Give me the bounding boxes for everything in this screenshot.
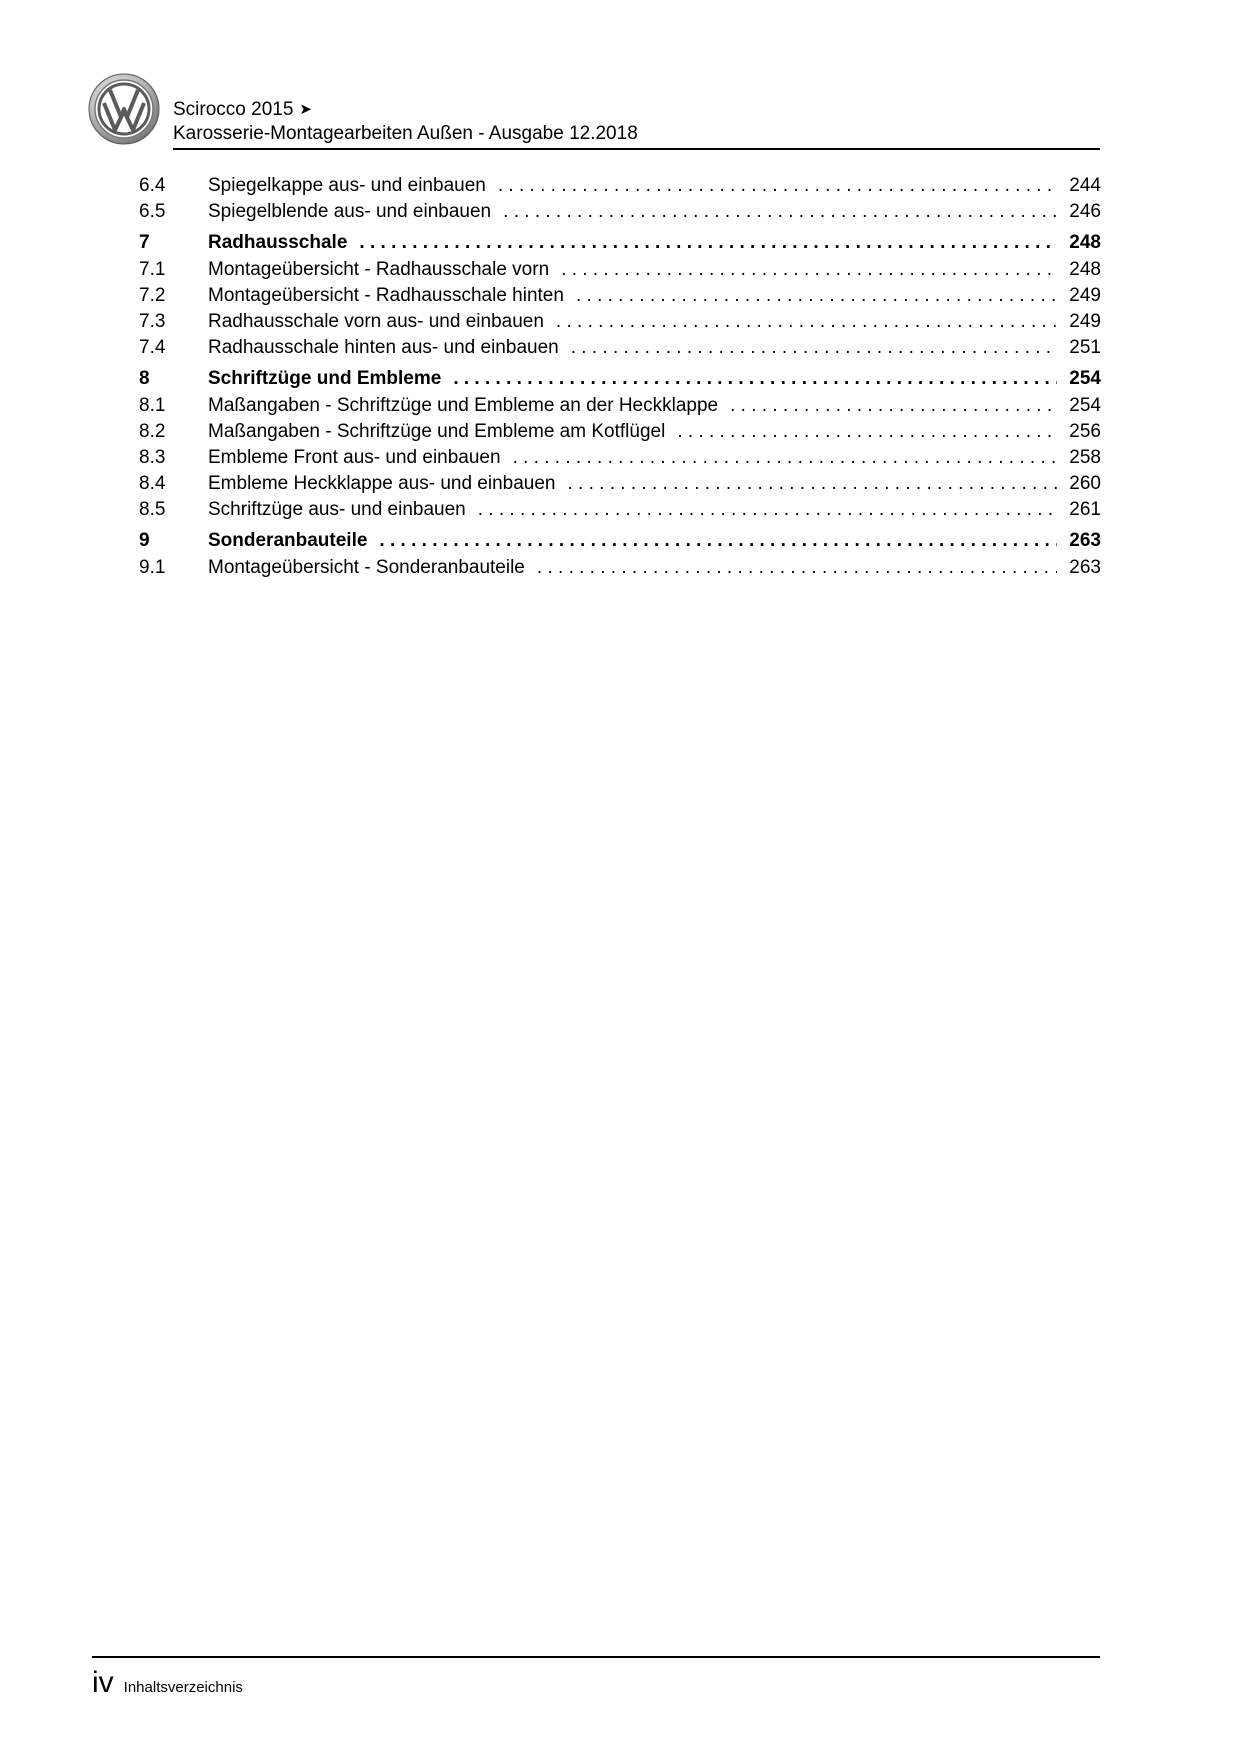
toc-row[interactable]	[139, 447, 1101, 473]
model-title: Scirocco 2015	[173, 99, 294, 120]
toc-label[interactable]: Maßangaben - Schriftzüge und Embleme an der Heckklappe	[208, 395, 719, 416]
toc-label[interactable]: Embleme Front aus- und einbauen	[208, 447, 501, 468]
page-number: iv	[92, 1666, 114, 1699]
toc-page-number: 261	[1069, 499, 1101, 520]
toc-label[interactable]: Radhausschale hinten aus- und einbauen	[208, 337, 559, 358]
toc-dot-leader	[453, 368, 1057, 390]
toc-row[interactable]	[139, 499, 1101, 525]
toc-row[interactable]	[139, 557, 1101, 583]
toc-dot-leader	[498, 175, 1057, 197]
vw-logo-icon	[88, 73, 160, 145]
toc-label[interactable]: Montageübersicht - Radhausschale hinten	[208, 285, 564, 306]
toc-page-number: 263	[1069, 557, 1101, 578]
toc-dot-leader	[568, 473, 1058, 495]
toc-label[interactable]: Radhausschale	[208, 232, 348, 253]
toc-number: 8.1	[139, 395, 166, 416]
toc-number: 8.2	[139, 421, 166, 442]
toc-number: 8.4	[139, 473, 166, 494]
toc-label[interactable]: Montageübersicht - Sonderanbauteile	[208, 557, 525, 578]
toc-dot-leader	[556, 311, 1057, 333]
toc-chapter-row[interactable]	[139, 530, 1101, 557]
toc-number: 7.1	[139, 259, 166, 280]
toc-row[interactable]	[139, 311, 1101, 337]
toc-row[interactable]	[139, 421, 1101, 447]
toc-page-number: 248	[1069, 232, 1101, 253]
toc-label[interactable]: Radhausschale vorn aus- und einbauen	[208, 311, 544, 332]
toc-dot-leader	[561, 259, 1057, 281]
footer-divider	[92, 1656, 1100, 1658]
toc-row[interactable]	[139, 175, 1101, 201]
toc-label[interactable]: Schriftzüge und Embleme	[208, 368, 442, 389]
toc-row[interactable]	[139, 337, 1101, 363]
toc-number: 9	[139, 530, 150, 551]
toc-dot-leader	[503, 201, 1057, 223]
toc-page-number: 248	[1069, 259, 1101, 280]
toc-label[interactable]: Schriftzüge aus- und einbauen	[208, 499, 466, 520]
toc-number: 7.2	[139, 285, 166, 306]
toc-chapter-row[interactable]	[139, 368, 1101, 395]
toc-dot-leader	[576, 285, 1057, 307]
toc-page-number: 246	[1069, 201, 1101, 222]
toc-label[interactable]: Montageübersicht - Radhausschale vorn	[208, 259, 550, 280]
toc-label[interactable]: Sonderanbauteile	[208, 530, 368, 551]
page-footer	[92, 1666, 243, 1700]
toc-label[interactable]: Maßangaben - Schriftzüge und Embleme am Kotflügel	[208, 421, 666, 442]
page-header	[88, 73, 1100, 151]
toc-number: 9.1	[139, 557, 166, 578]
toc-page-number: 244	[1069, 175, 1101, 196]
header-divider	[173, 148, 1100, 150]
toc-row[interactable]	[139, 473, 1101, 499]
toc-number: 6.5	[139, 201, 166, 222]
toc-dot-leader	[537, 557, 1057, 579]
toc-dot-leader	[513, 447, 1057, 469]
toc-dot-leader	[730, 395, 1057, 417]
toc-page-number: 254	[1069, 395, 1101, 416]
toc-label[interactable]: Embleme Heckklappe aus- und einbauen	[208, 473, 556, 494]
toc-label[interactable]: Spiegelkappe aus- und einbauen	[208, 175, 486, 196]
toc-dot-leader	[359, 232, 1057, 254]
toc-page-number: 249	[1069, 311, 1101, 332]
toc-number: 8.5	[139, 499, 166, 520]
toc-page-number: 254	[1069, 368, 1101, 389]
arrow-icon: ➤	[299, 101, 312, 118]
toc-page-number: 263	[1069, 530, 1101, 551]
toc-row[interactable]	[139, 285, 1101, 311]
toc-dot-leader	[571, 337, 1057, 359]
table-of-contents	[139, 175, 1101, 583]
toc-page-number: 258	[1069, 447, 1101, 468]
toc-dot-leader	[677, 421, 1057, 443]
toc-dot-leader	[379, 530, 1057, 552]
toc-number: 7	[139, 232, 150, 253]
toc-row[interactable]	[139, 395, 1101, 421]
toc-page-number: 256	[1069, 421, 1101, 442]
document-subtitle: Karosserie-Montagearbeiten Außen - Ausgabe 12.2018	[173, 123, 638, 144]
toc-row[interactable]	[139, 259, 1101, 285]
toc-number: 6.4	[139, 175, 166, 196]
toc-number: 7.3	[139, 311, 166, 332]
toc-chapter-row[interactable]	[139, 232, 1101, 259]
toc-label[interactable]: Spiegelblende aus- und einbauen	[208, 201, 492, 222]
toc-number: 8.3	[139, 447, 166, 468]
toc-row[interactable]	[139, 201, 1101, 227]
toc-page-number: 249	[1069, 285, 1101, 306]
toc-dot-leader	[478, 499, 1057, 521]
footer-section-title: Inhaltsverzeichnis	[123, 1679, 243, 1696]
toc-number: 8	[139, 368, 150, 389]
toc-number: 7.4	[139, 337, 166, 358]
toc-page-number: 251	[1069, 337, 1101, 358]
toc-page-number: 260	[1069, 473, 1101, 494]
